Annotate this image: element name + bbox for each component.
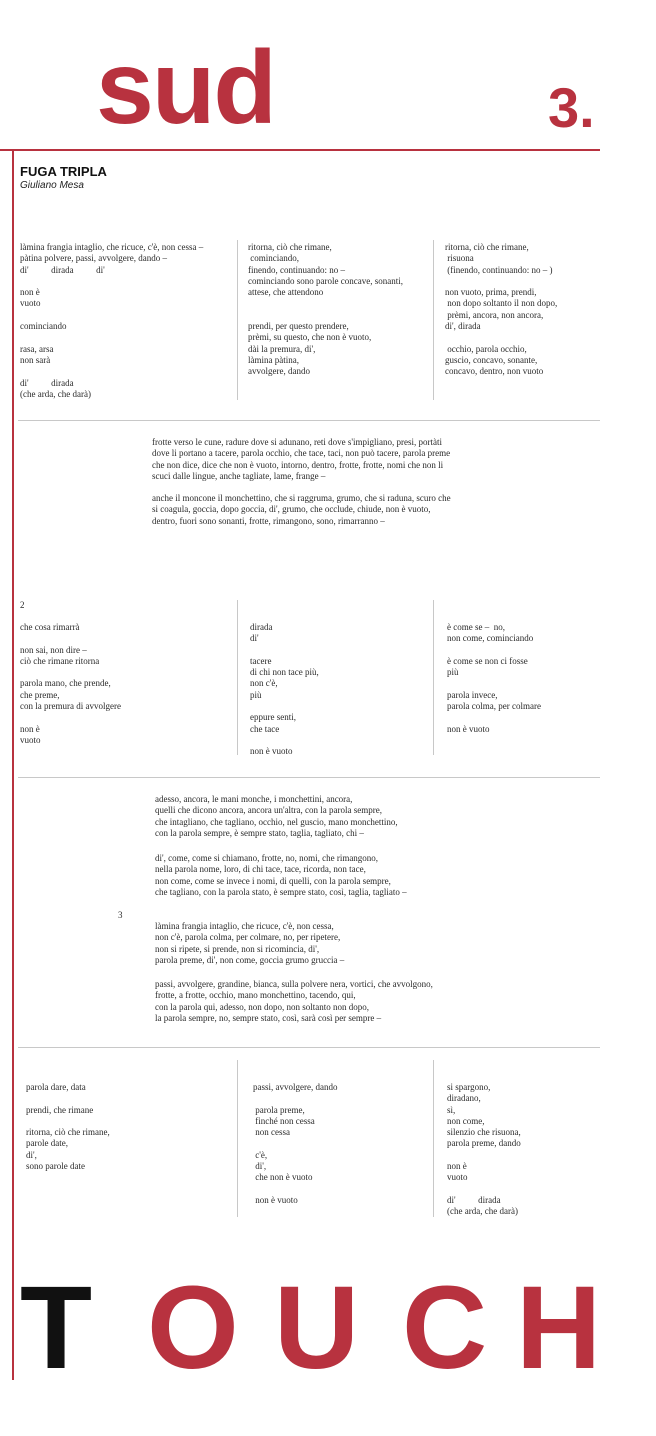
magazine-logo: sud	[96, 30, 275, 146]
section4-column-1: parola dare, data prendi, che rimane ritorna, ciò che rimane, parole date, di', sono parole date	[26, 1082, 110, 1172]
column-divider	[433, 1060, 434, 1217]
touch-letter-h: H	[516, 1262, 602, 1394]
poem-author: Giuliano Mesa	[20, 180, 84, 191]
section3-paragraph-2: di', come, come si chiamano, frotte, no, nomi, che rimangono, nella parola nome, loro, di chi tace, tace, ricorda, non tace, non come, come se invece i nomi, di quelli, con la parola sempre, che tagliano, con la parola stato, è sempre stato, così, taglia, tagliato –	[155, 853, 407, 897]
prose-paragraph: anche il moncone il monchettino, che si raggruma, grumo, che si raduna, scuro che si coagula, goccia, dopo goccia, di', grumo, che occlude, chiude, non è vuoto, dentro, fuori sono sonanti, frotte, rimangono, sono, rimarranno –	[152, 493, 451, 526]
section1-column-2: ritorna, ciò che rimane, cominciando, finendo, continuando: no – cominciando sono parole concave, sonanti, attese, che attendono prendi, per questo prendere, prèmi, su questo, che non è vuoto, dài la premura, di', làmina pàtina, avvolgere, dando	[248, 242, 403, 377]
section4-column-2: passi, avvolgere, dando parola preme, finché non cessa non cessa c'è, di', che non è vuoto non è vuoto	[253, 1082, 338, 1205]
header-rule	[0, 149, 600, 151]
section3-paragraph-1: adesso, ancora, le mani monche, i monchettini, ancora, quelli che dicono ancora, ancora un'altra, con la parola sempre, che intagliano, che tagliano, occhio, nel guscio, mano monchettino, con la parola sempre, è sempre stato, taglia, tagliato, chi –	[155, 794, 398, 838]
section2-column-3: è come se – no, non come, cominciando è come se non ci fosse più parola invece, parola colma, per colmare non è vuoto	[447, 622, 541, 734]
section4-column-3: si spargono, diradano, sì, non come, silenzio che risuona, parola preme, dando non è vuoto di' dirada (che arda, che darà)	[447, 1082, 521, 1217]
section-divider	[18, 1047, 600, 1048]
section1-column-3: ritorna, ciò che rimane, risuona (finendo, continuando: no – ) non vuoto, prima, prendi, non dopo soltanto il non dopo, prèmi, ancora, non ancora, di', dirada occhio, parola occhio, guscio, concavo, sonante, concavo, dentro, non vuoto	[445, 242, 558, 377]
issue-number: 3.	[548, 76, 595, 139]
section2-column-2: dirada di' tacere di chi non tace più, non c'è, più eppure senti, che tace non è vuoto	[250, 622, 319, 757]
section-number-3: 3	[118, 910, 123, 920]
section3-paragraph-4: passi, avvolgere, grandine, bianca, sulla polvere nera, vortici, che avvolgono, frotte, a frotte, occhio, mano monchettino, tacendo, qui, con la parola qui, adesso, non dopo, non soltanto non dopo, la parola sempre, no, sempre stato, così, sarà così per sempre –	[155, 979, 433, 1023]
prose-block-1	[152, 437, 452, 538]
poem-title: FUGA TRIPLA	[20, 164, 107, 179]
column-divider	[433, 600, 434, 755]
section3-paragraph-3: làmina frangia intaglio, che ricuce, c'è, non cessa, non c'è, parola colma, per colmare, no, per ripetere, non si ripete, si prende, non si ricomincia, di', parola preme, di', non come, goccia grumo gruccia –	[155, 921, 345, 965]
touch-letter-o: O	[147, 1262, 239, 1394]
touch-letter-u: U	[274, 1262, 360, 1394]
touch-letter-c: C	[402, 1262, 488, 1394]
section-divider	[18, 420, 600, 421]
left-margin-rule	[12, 150, 14, 1380]
touch-letter-t: T	[20, 1262, 93, 1394]
column-divider	[237, 600, 238, 755]
column-divider	[237, 240, 238, 400]
column-divider	[433, 240, 434, 400]
section2-column-1: che cosa rimarrà non sai, non dire – ciò che rimane ritorna parola mano, che prende, che preme, con la premura di avvolgere non è vuoto	[20, 622, 121, 745]
column-divider	[237, 1060, 238, 1217]
section-number-2: 2	[20, 600, 25, 610]
section1-column-1: làmina frangia intaglio, che ricuce, c'è, non cessa – pàtina polvere, passi, avvolgere, dando – di' dirada di' non è vuoto cominciando rasa, arsa non sarà di' dirada (che arda, che darà)	[20, 242, 204, 399]
section-divider	[18, 777, 600, 778]
prose-paragraph: frotte verso le cune, radure dove si adunano, reti dove s'impigliano, presi, portàti dove li portano a tacere, parola occhio, che tace, taci, non può tacere, parola preme che non dice, dice che non è vuoto, intorno, dentro, frotte, frotte, nomi che non li scuci dalle lingue, anche tagliate, lame, frange –	[152, 437, 451, 481]
